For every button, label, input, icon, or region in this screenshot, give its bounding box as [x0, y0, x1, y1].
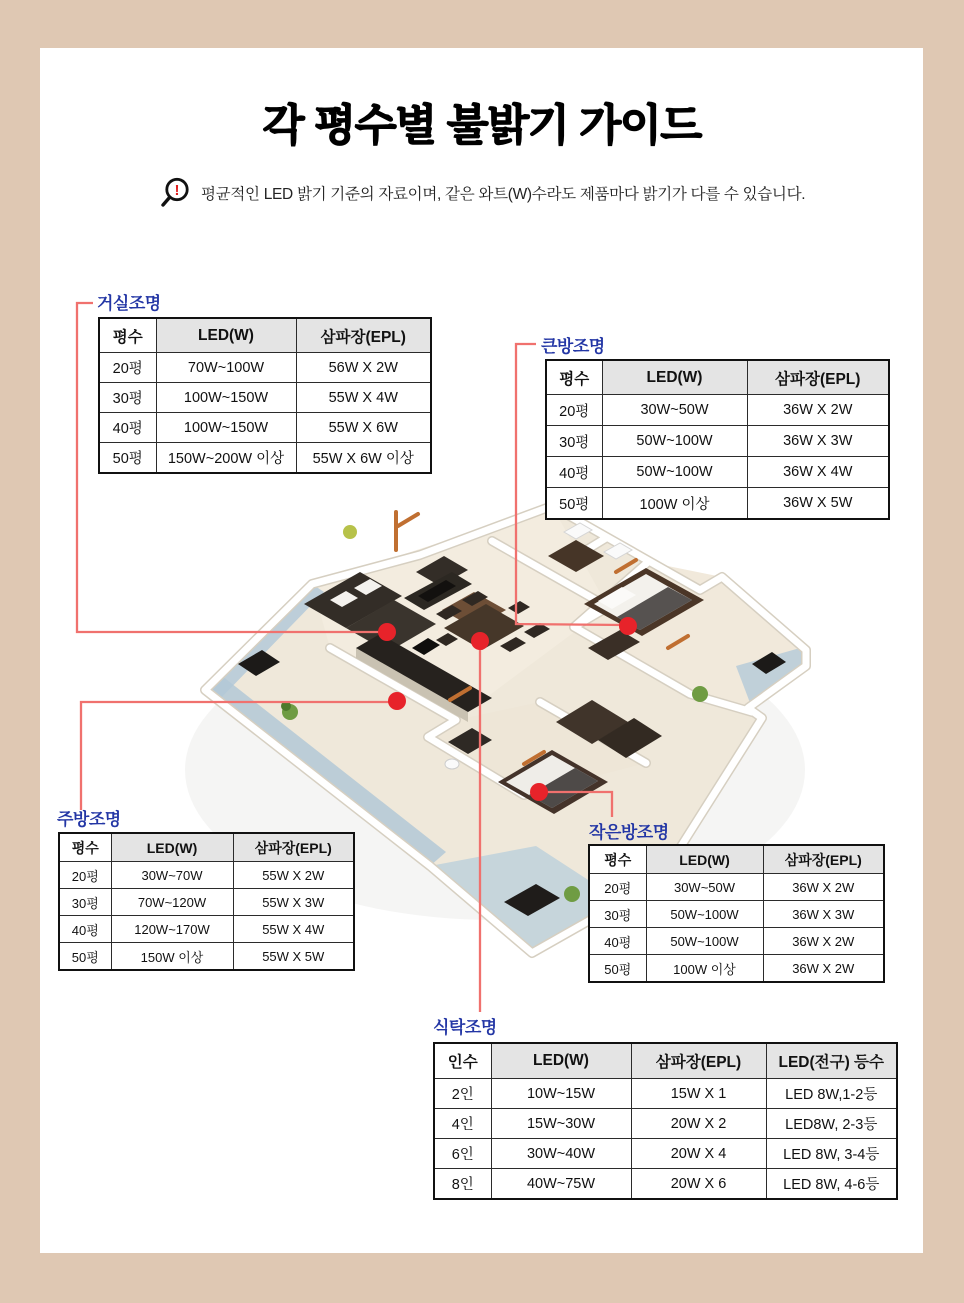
- table-cell: 70W~100W: [156, 353, 296, 383]
- table-cell: LED8W, 2-3등: [766, 1109, 897, 1139]
- table-cell: 20평: [546, 395, 602, 426]
- column-header: LED(W): [491, 1043, 631, 1079]
- small-room-lighting-table: [588, 844, 885, 983]
- table-row: [99, 353, 431, 383]
- table-cell: 100W~150W: [156, 383, 296, 413]
- column-header: 평수: [546, 360, 602, 395]
- table-cell: 30평: [589, 901, 646, 928]
- living-lighting-table: [98, 317, 432, 474]
- table-row: [99, 413, 431, 443]
- table-cell: 36W X 2W: [763, 955, 884, 983]
- table-cell: 20W X 2: [631, 1109, 766, 1139]
- kitchen-table-label: 주방조명: [57, 810, 121, 829]
- table-cell: 55W X 6W 이상: [296, 443, 431, 474]
- table-cell: 8인: [434, 1169, 491, 1200]
- table-cell: 56W X 2W: [296, 353, 431, 383]
- plant: [564, 886, 580, 902]
- dining-lighting-table: [433, 1042, 898, 1200]
- table-row: [434, 1169, 897, 1200]
- plant: [692, 686, 708, 702]
- table-row: [99, 443, 431, 474]
- column-header: 평수: [59, 833, 111, 862]
- big-room-lighting-table: [545, 359, 890, 520]
- living-room-marker-dot: [378, 623, 396, 641]
- header-row: [59, 833, 354, 862]
- table-row: [434, 1139, 897, 1169]
- table-row: [59, 943, 354, 971]
- kitchen-marker-dot: [388, 692, 406, 710]
- table-cell: 55W X 5W: [233, 943, 354, 971]
- table-cell: 20평: [589, 874, 646, 901]
- table-cell: 20평: [59, 862, 111, 889]
- column-header: 삼파장(EPL): [233, 833, 354, 862]
- table-cell: 50평: [589, 955, 646, 983]
- dining-marker-dot: [471, 632, 489, 650]
- notice: [158, 175, 805, 211]
- table-row: [546, 395, 889, 426]
- table-cell: 36W X 5W: [747, 488, 889, 520]
- table-cell: 40평: [546, 457, 602, 488]
- header-row: [546, 360, 889, 395]
- living-table-label: 거실조명: [97, 294, 161, 313]
- table-cell: 50평: [546, 488, 602, 520]
- table-cell: 20W X 4: [631, 1139, 766, 1169]
- table-cell: 150W 이상: [111, 943, 233, 971]
- column-header: LED(W): [602, 360, 747, 395]
- table-row: [546, 457, 889, 488]
- dining-table-label: 식탁조명: [433, 1018, 497, 1037]
- table-row: [589, 928, 884, 955]
- column-header: LED(전구) 등수: [766, 1043, 897, 1079]
- table-row: [546, 488, 889, 520]
- table-cell: 100W~150W: [156, 413, 296, 443]
- table-cell: 55W X 2W: [233, 862, 354, 889]
- table-cell: 30W~40W: [491, 1139, 631, 1169]
- table-cell: 30평: [99, 383, 156, 413]
- magnifier-alert-icon: [158, 175, 194, 211]
- table-cell: 2인: [434, 1079, 491, 1109]
- notice-text: 평균적인 LED 밝기 기준의 자료이며, 같은 와트(W)수라도 제품마다 밝기가 다를 수 있습니다.: [201, 186, 806, 203]
- table-cell: 150W~200W 이상: [156, 443, 296, 474]
- table-cell: 50평: [59, 943, 111, 971]
- table-cell: 40평: [589, 928, 646, 955]
- table-cell: 15W X 1: [631, 1079, 766, 1109]
- table-row: [589, 955, 884, 983]
- table-cell: 100W 이상: [646, 955, 763, 983]
- table-row: [59, 916, 354, 943]
- table-cell: 50W~100W: [602, 457, 747, 488]
- table-cell: 30W~70W: [111, 862, 233, 889]
- table-cell: 30평: [59, 889, 111, 916]
- table-cell: 55W X 6W: [296, 413, 431, 443]
- table-cell: 120W~170W: [111, 916, 233, 943]
- table-cell: 40평: [99, 413, 156, 443]
- table-row: [59, 889, 354, 916]
- column-header: 평수: [589, 845, 646, 874]
- table-cell: 55W X 4W: [233, 916, 354, 943]
- table-row: [99, 383, 431, 413]
- header-row: [434, 1043, 897, 1079]
- table-cell: 36W X 2W: [747, 395, 889, 426]
- table-cell: 30W~50W: [602, 395, 747, 426]
- table-cell: LED 8W, 4-6등: [766, 1169, 897, 1200]
- column-header: 삼파장(EPL): [296, 318, 431, 353]
- column-header: LED(W): [646, 845, 763, 874]
- table-cell: 20평: [99, 353, 156, 383]
- table-cell: 70W~120W: [111, 889, 233, 916]
- plant: [343, 525, 357, 539]
- table-row: [434, 1079, 897, 1109]
- table-cell: 15W~30W: [491, 1109, 631, 1139]
- table-cell: 40W~75W: [491, 1169, 631, 1200]
- table-row: [59, 862, 354, 889]
- column-header: LED(W): [111, 833, 233, 862]
- column-header: 삼파장(EPL): [747, 360, 889, 395]
- column-header: 삼파장(EPL): [631, 1043, 766, 1079]
- table-cell: 55W X 3W: [233, 889, 354, 916]
- table-row: [589, 901, 884, 928]
- table-cell: 36W X 4W: [747, 457, 889, 488]
- table-cell: 40평: [59, 916, 111, 943]
- small-room-marker-dot: [530, 783, 548, 801]
- big-room-table-label: 큰방조명: [541, 337, 605, 356]
- table-cell: 50평: [99, 443, 156, 474]
- table-cell: LED 8W, 3-4등: [766, 1139, 897, 1169]
- table-cell: 4인: [434, 1109, 491, 1139]
- table-cell: 50W~100W: [602, 426, 747, 457]
- table-cell: 50W~100W: [646, 901, 763, 928]
- table-row: [589, 874, 884, 901]
- table-cell: LED 8W,1-2등: [766, 1079, 897, 1109]
- kitchen-lighting-table: [58, 832, 355, 971]
- table-cell: 10W~15W: [491, 1079, 631, 1109]
- column-header: LED(W): [156, 318, 296, 353]
- table-cell: 30W~50W: [646, 874, 763, 901]
- table-cell: 36W X 3W: [763, 901, 884, 928]
- table-cell: 30평: [546, 426, 602, 457]
- table-cell: 6인: [434, 1139, 491, 1169]
- page-title: 각 평수별 불밝기 가이드: [262, 102, 702, 150]
- big-room-marker-dot: [619, 617, 637, 635]
- header-row: [99, 318, 431, 353]
- column-header: 삼파장(EPL): [763, 845, 884, 874]
- table-cell: 36W X 3W: [747, 426, 889, 457]
- column-header: 평수: [99, 318, 156, 353]
- table-row: [434, 1109, 897, 1139]
- table-cell: 36W X 2W: [763, 928, 884, 955]
- table-cell: 36W X 2W: [763, 874, 884, 901]
- table-cell: 100W 이상: [602, 488, 747, 520]
- table-cell: 20W X 6: [631, 1169, 766, 1200]
- header-row: [589, 845, 884, 874]
- column-header: 인수: [434, 1043, 491, 1079]
- small-room-table-label: 작은방조명: [589, 823, 669, 842]
- svg-text:!: !: [174, 182, 180, 199]
- table-row: [546, 426, 889, 457]
- table-cell: 50W~100W: [646, 928, 763, 955]
- table-cell: 55W X 4W: [296, 383, 431, 413]
